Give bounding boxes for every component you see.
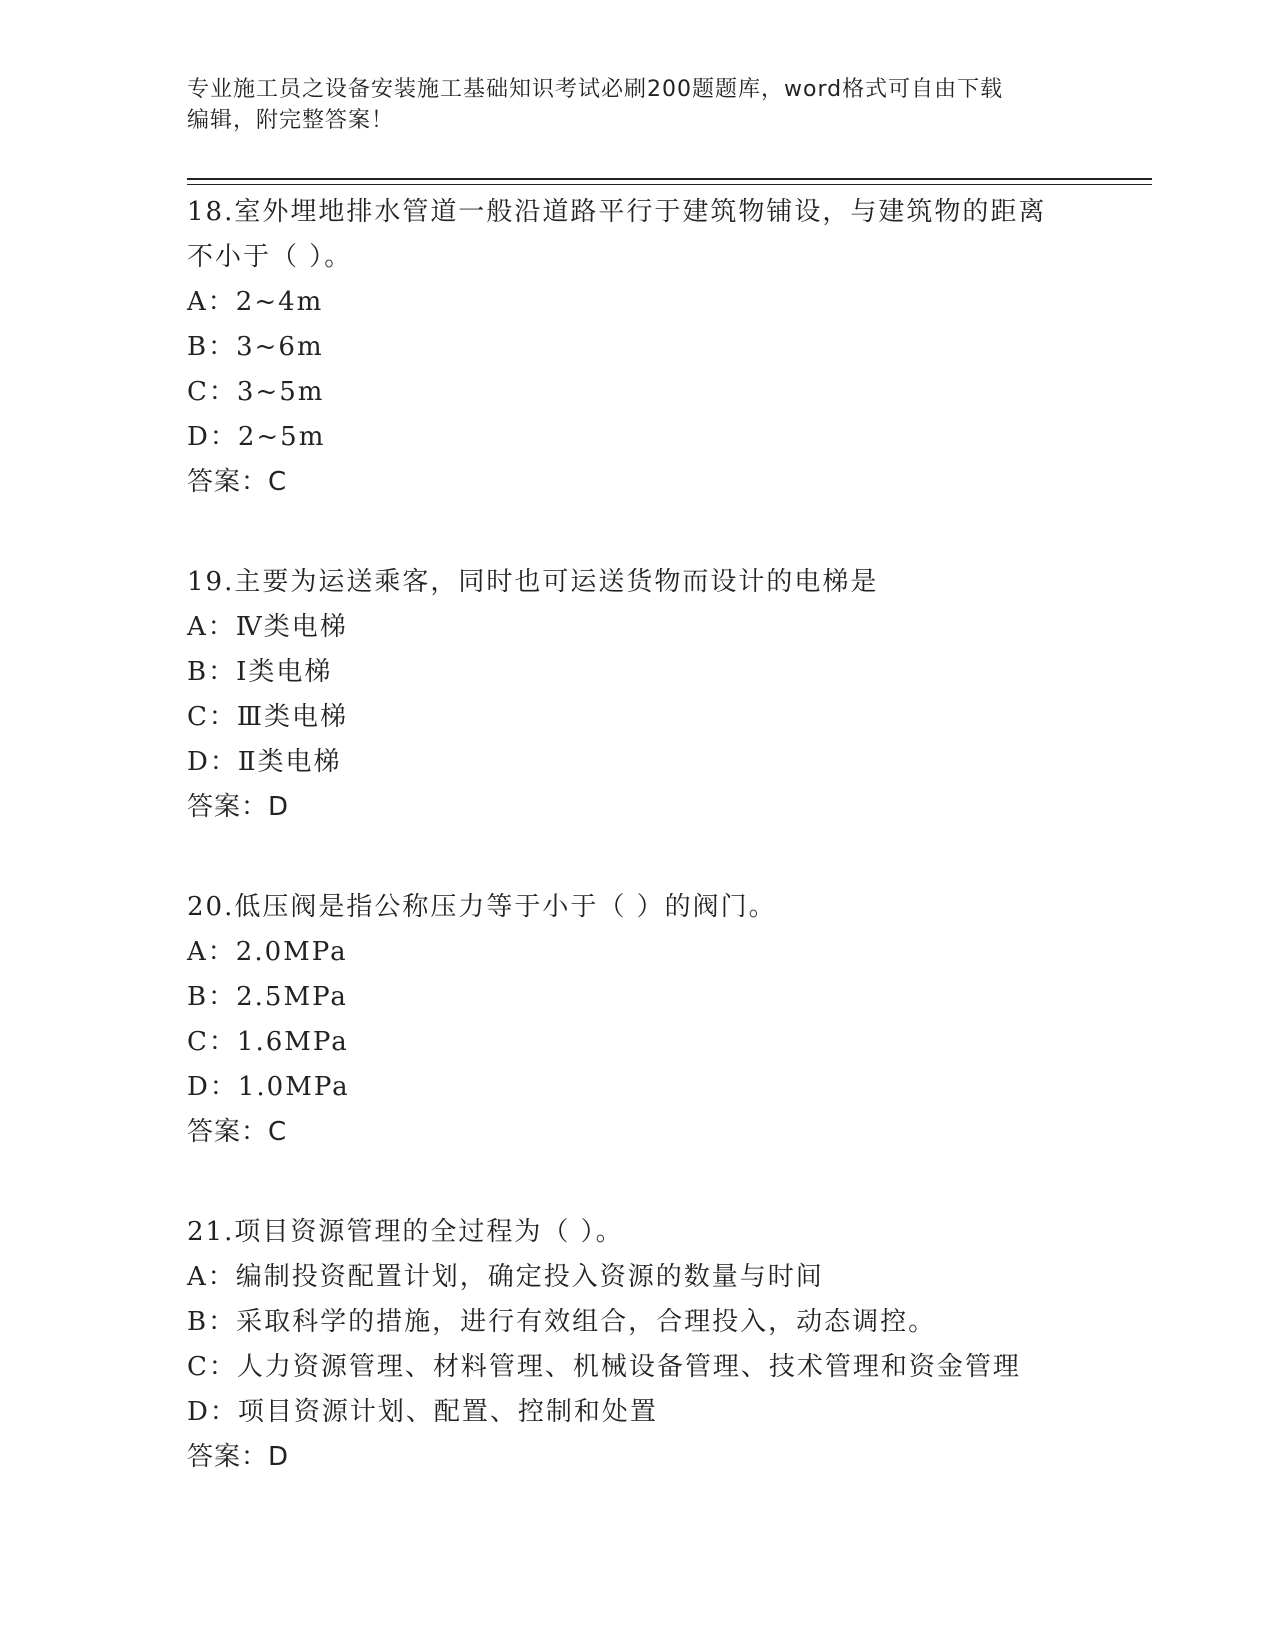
- option-text: Ⅳ类电梯: [235, 612, 348, 642]
- answer-line: 答案：D: [187, 1442, 290, 1472]
- option-letter: B：: [187, 982, 237, 1012]
- option-letter: B：: [187, 332, 237, 362]
- option-text: 1.0MPa: [237, 1072, 350, 1102]
- option-d: [187, 415, 1117, 460]
- option-letter: A：: [187, 937, 236, 967]
- header-line-2: 编辑，附完整答案！: [187, 108, 395, 133]
- option-text: 3~6m: [236, 332, 324, 362]
- option-b: [187, 1300, 1117, 1345]
- option-c: [187, 695, 1117, 740]
- question-stem: 20.低压阀是指公称压力等于小于（ ）的阀门。: [187, 892, 777, 922]
- option-b: [187, 975, 1117, 1020]
- option-text: 编制投资配置计划，确定投入资源的数量与时间: [235, 1262, 824, 1292]
- option-c: [187, 370, 1117, 415]
- option-text: Ⅰ类电梯: [236, 657, 333, 687]
- answer-line: 答案：D: [187, 792, 290, 822]
- option-c: [187, 1020, 1117, 1065]
- option-letter: C：: [187, 1352, 237, 1382]
- question-21: [187, 1210, 1117, 1480]
- option-b: [187, 650, 1117, 695]
- option-text: Ⅱ类电梯: [237, 747, 342, 777]
- option-letter: D：: [187, 747, 238, 777]
- option-letter: D：: [187, 422, 238, 452]
- question-19: [187, 560, 1117, 830]
- header-divider-thick: [187, 178, 1152, 180]
- option-text: 2.0MPa: [235, 937, 348, 967]
- option-text: 2.5MPa: [236, 982, 348, 1012]
- option-letter: C：: [187, 377, 237, 407]
- option-letter: C：: [187, 1027, 237, 1057]
- option-letter: D：: [187, 1397, 238, 1427]
- answer-line: 答案：C: [187, 1117, 288, 1147]
- question-18: [187, 190, 1117, 505]
- option-letter: A：: [187, 1262, 236, 1292]
- option-letter: D：: [187, 1072, 238, 1102]
- option-a: [187, 930, 1117, 975]
- option-text: Ⅲ类电梯: [236, 702, 348, 732]
- option-a: [187, 605, 1117, 650]
- option-d: [187, 1390, 1117, 1435]
- option-text: 2~4m: [235, 287, 324, 317]
- question-stem: 18.室外埋地排水管道一般沿道路平行于建筑物铺设，与建筑物的距离: [187, 197, 1047, 227]
- option-d: [187, 1065, 1117, 1110]
- option-letter: B：: [187, 657, 237, 687]
- option-text: 1.6MPa: [236, 1027, 349, 1057]
- option-text: 2~5m: [237, 422, 326, 452]
- option-a: [187, 1255, 1117, 1300]
- option-letter: C：: [187, 702, 237, 732]
- option-d: [187, 740, 1117, 785]
- option-letter: B：: [187, 1307, 237, 1337]
- option-letter: A：: [187, 612, 236, 642]
- option-letter: A：: [187, 287, 236, 317]
- option-text: 采取科学的措施，进行有效组合，合理投入，动态调控。: [236, 1307, 937, 1337]
- option-a: [187, 280, 1117, 325]
- question-stem: 19.主要为运送乘客，同时也可运送货物而设计的电梯是: [187, 567, 879, 597]
- header-line-1: 专业施工员之设备安装施工基础知识考试必刷200题题库，word格式可自由下载: [187, 77, 1004, 102]
- option-text: 3~5m: [236, 377, 325, 407]
- question-stem-continued: 不小于（ ）。: [187, 242, 353, 272]
- answer-line: 答案：C: [187, 467, 288, 497]
- document-header: [187, 74, 1067, 136]
- option-b: [187, 325, 1117, 370]
- header-divider-thin: [187, 184, 1152, 185]
- question-20: [187, 885, 1117, 1155]
- question-list: [187, 190, 1117, 1535]
- option-text: 人力资源管理、材料管理、机械设备管理、技术管理和资金管理: [236, 1352, 1021, 1382]
- question-stem: 21.项目资源管理的全过程为（ ）。: [187, 1217, 624, 1247]
- option-text: 项目资源计划、配置、控制和处置: [237, 1397, 658, 1427]
- option-c: [187, 1345, 1117, 1390]
